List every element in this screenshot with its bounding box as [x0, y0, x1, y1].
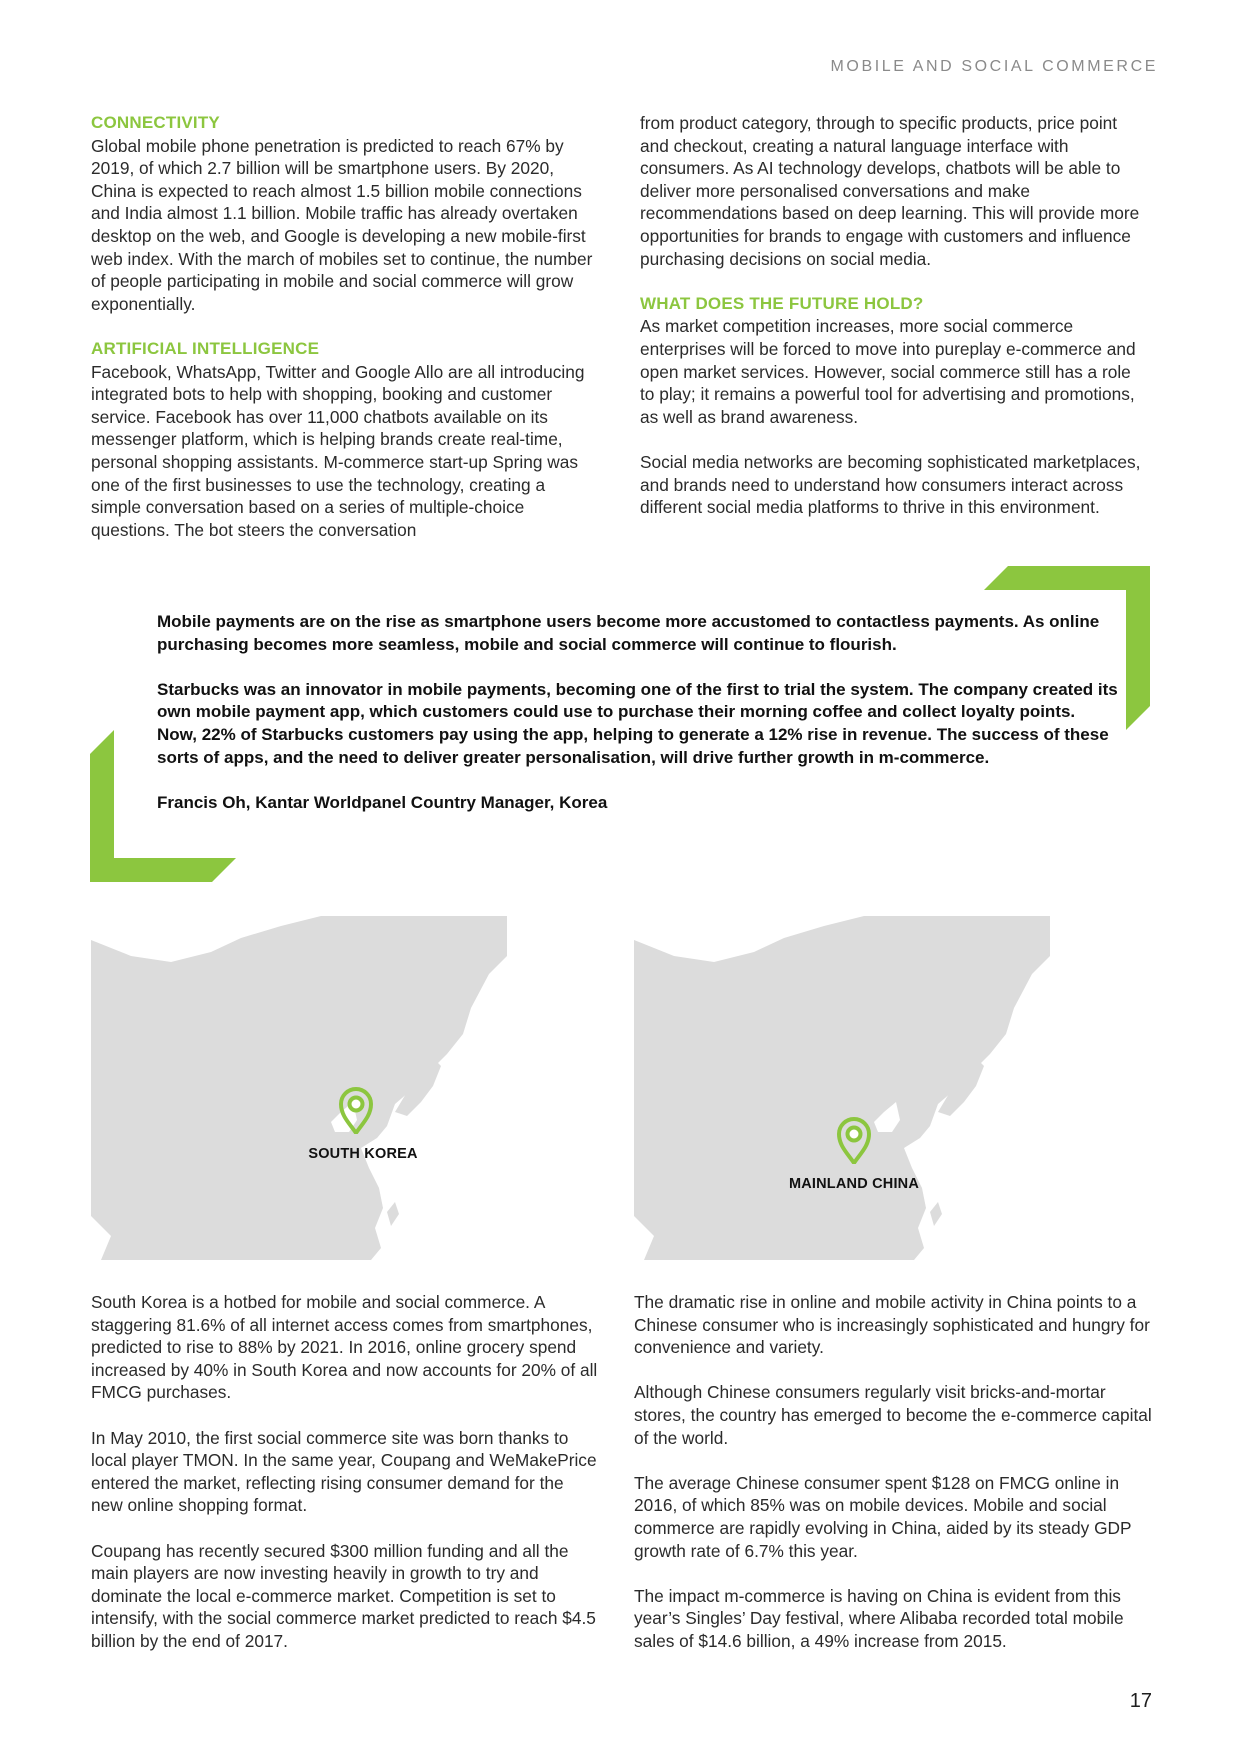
map-china [634, 916, 1050, 1260]
connectivity-text: Global mobile phone penetration is predicted to reach 67% by 2019, of which 2.7 billion will be smartphone users. By 2020, China is expected to reach almost 1.5 billion mobile connections and India almost 1.1 billion. Mobile traffic has already overtaken desktop on the web, and Google is developing a new mobile-first web index. With the march of mobiles set to continue, the number of people participating in mobile and social commerce will grow exponentially. [91, 135, 593, 314]
south-korea-column [91, 1291, 599, 1653]
south-korea-paragraph-3: Coupang has recently secured $300 million funding and all the main players are now investing heavily in growth to try and dominate the local e-commerce market. Competition is set to intensify, with the social commerce market predicted to reach $4.5 billion by the end of 2017. [91, 1540, 596, 1651]
location-pin-icon [339, 1086, 373, 1134]
quote-block [157, 611, 1119, 814]
quote-paragraph-2: Starbucks was an innovator in mobile payments, becoming one of the first to trial the system. The company created its own mobile payment app, which customers could use to purchase their morning coffee and collect loyalty points. Now, 22% of Starbucks customers pay using the app, helping to generate a 12% rise in revenue. The success of these sorts of apps, and the need to deliver greater personalisation, will drive further growth in m-commerce. [157, 679, 1118, 767]
ai-continued-text: from product category, through to specific products, price point and checkout, creating a natural language interface with consumers. As AI technology develops, chatbots will be able to deliver more personalised conversations and make recommendations based on deep learning. This will provide more opportunities for brands to engage with customers and influence purchasing decisions on social media. [640, 113, 1140, 269]
china-paragraph-3: The average Chinese consumer spent $128 on FMCG online in 2016, of which 85% was on mobile devices. Mobile and social commerce are rapidly evolving in China, aided by its steady GDP growth rate of 6.7% this year. [634, 1472, 1132, 1561]
quote-paragraph-1: Mobile payments are on the rise as smartphone users become more accustomed to contactless payments. As online purchasing becomes more seamless, mobile and social commerce will continue to flourish. [157, 612, 1100, 654]
south-korea-paragraph-1: South Korea is a hotbed for mobile and social commerce. A staggering 81.6% of all internet access comes from smartphones, predicted to rise to 88% by 2021. In 2016, online grocery spend increased by 40% in South Korea and now accounts for 20% of all FMCG purchases. [91, 1292, 598, 1403]
map-landmass [91, 916, 507, 1260]
south-korea-paragraph-2: In May 2010, the first social commerce site was born thanks to local player TMON. In the same year, Coupang and WeMakePrice entered the market, reflecting rising consumer demand for the new online shopping format. [91, 1427, 597, 1516]
future-text-1: As market competition increases, more social commerce enterprises will be forced to move into pureplay e-commerce and open market services. However, social commerce still has a role to play; it remains a powerful tool for advertising and promotions, as well as brand awareness. [640, 316, 1136, 427]
china-paragraph-2: Although Chinese consumers regularly visit bricks-and-mortar stores, the country has emerged to become the e-commerce capital of the world. [634, 1382, 1152, 1448]
ai-heading: ARTIFICIAL INTELLIGENCE [91, 338, 320, 358]
future-text-2: Social media networks are becoming sophisticated marketplaces, and brands need to understand how consumers interact across different social media platforms to thrive in this environment. [640, 451, 1141, 518]
future-heading: WHAT DOES THE FUTURE HOLD? [640, 293, 924, 313]
map-south-korea [91, 916, 507, 1260]
ai-text: Facebook, WhatsApp, Twitter and Google Allo are all introducing integrated bots to help with shopping, booking and customer service. Facebook has over 11,000 chatbots available on its messenger platform, which is helping brands create real-time, personal shopping assistants. M-commerce start-up Spring was one of the first businesses to use the technology, creating a simple conversation based on a series of multiple-choice questions. The bot steers the conversation [91, 361, 585, 540]
china-column [634, 1291, 1160, 1653]
quote-attribution: Francis Oh, Kantar Worldpanel Country Manager, Korea [157, 792, 608, 812]
page-number: 17 [1129, 1690, 1152, 1712]
china-paragraph-1: The dramatic rise in online and mobile activity in China points to a Chinese consumer who is increasingly sophisticated and hungry for convenience and variety. [634, 1292, 1150, 1358]
map-label-south-korea: SOUTH KOREA [308, 1146, 418, 1162]
left-column [91, 112, 599, 541]
right-column [640, 112, 1148, 519]
china-paragraph-4: The impact m-commerce is having on China is evident from this year’s Singles’ Day festival, where Alibaba recorded total mobile sales of $14.6 billion, a 49% increase from 2015. [634, 1585, 1124, 1651]
section-title: MOBILE AND SOCIAL COMMERCE [830, 58, 1158, 75]
map-label-china: MAINLAND CHINA [788, 1176, 920, 1192]
location-pin-icon [837, 1116, 871, 1164]
connectivity-heading: CONNECTIVITY [91, 113, 220, 132]
map-landmass [634, 916, 1050, 1260]
